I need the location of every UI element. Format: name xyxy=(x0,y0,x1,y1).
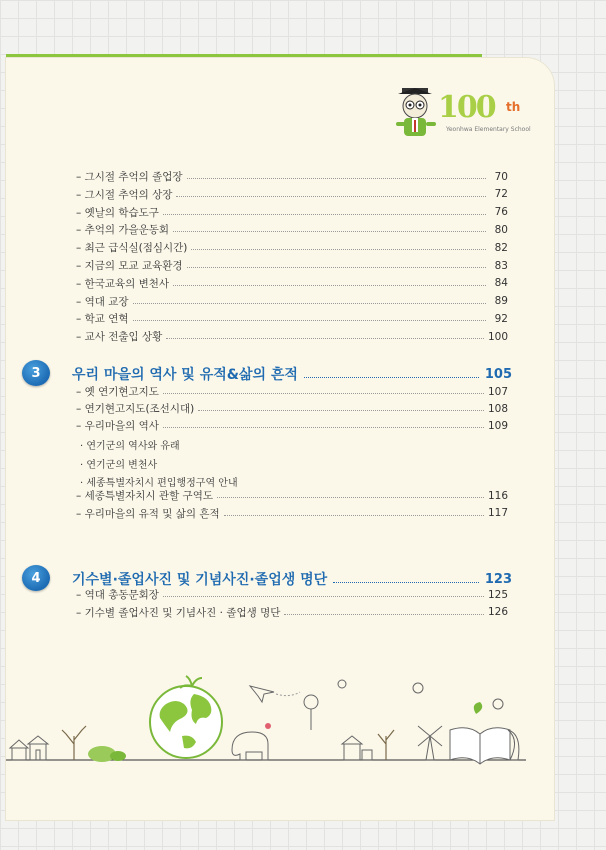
dot-leader xyxy=(187,267,486,268)
toc-entry-title: – 우리마을의 역사 xyxy=(76,420,159,432)
dot-leader xyxy=(133,320,487,321)
toc-entry[interactable] xyxy=(76,417,508,434)
logo-school-name: Yeonhwa Elementary School xyxy=(446,126,531,133)
toc-entry-title: – 한국교육의 변천사 xyxy=(76,277,170,290)
toc-entry-page: 107 xyxy=(487,385,508,398)
toc-entry-page: 109 xyxy=(487,419,508,432)
toc-entry[interactable] xyxy=(76,239,508,256)
toc-entry-page: 100 xyxy=(487,330,508,343)
school-logo xyxy=(394,86,534,148)
toc-entry-page: 92 xyxy=(494,312,508,325)
section-3-page: 105 xyxy=(484,366,512,382)
dot-leader xyxy=(163,596,484,597)
dot-leader xyxy=(133,303,487,304)
dot-leader xyxy=(187,178,486,179)
toc-entry-title: – 옛날의 학습도구 xyxy=(76,206,159,219)
toc-entry-title: – 학교 연혁 xyxy=(76,313,129,326)
toc-entry[interactable] xyxy=(76,604,508,621)
toc-entry-title: – 역대 총동문회장 xyxy=(76,589,159,601)
toc-sub-bullet: · 연기군의 역사와 유래 xyxy=(80,441,180,452)
toc-entry-page: 83 xyxy=(494,259,508,272)
toc-entry-page: 116 xyxy=(487,489,508,502)
toc-entry-page: 125 xyxy=(487,588,508,601)
toc-entry-title: – 지금의 모교 교육환경 xyxy=(76,260,183,272)
toc-entry[interactable] xyxy=(76,204,508,221)
section-3-title: 우리 마을의 역사 및 유적&삶의 흔적 xyxy=(72,367,298,383)
toc-entry-title: – 옛 연기현고지도 xyxy=(76,386,159,398)
toc-entry-title: – 그시절 추억의 졸업장 xyxy=(76,171,183,183)
toc-entry-page: 84 xyxy=(494,277,508,290)
dot-leader xyxy=(163,393,484,394)
dot-leader xyxy=(224,515,484,516)
toc-sub-bullet: · 세종특별자치시 편입행정구역 안내 xyxy=(80,478,238,489)
toc-entry-page: 108 xyxy=(487,402,508,415)
toc-entry[interactable] xyxy=(76,257,508,274)
dot-leader xyxy=(166,338,484,339)
toc-entry-title: – 추억의 가을운동회 xyxy=(76,224,170,237)
section-4-number: 4 xyxy=(22,565,50,591)
toc-entry[interactable] xyxy=(76,383,508,400)
toc-entry[interactable] xyxy=(76,400,508,417)
dot-leader xyxy=(163,427,484,428)
toc-entry-title: – 교사 전출입 상황 xyxy=(76,331,163,344)
dot-leader xyxy=(217,497,484,498)
dot-leader xyxy=(284,614,484,615)
toc-entry[interactable] xyxy=(76,586,508,603)
toc-entry-page: 76 xyxy=(494,206,508,219)
toc-entry[interactable] xyxy=(76,328,508,345)
toc-entry[interactable] xyxy=(76,275,508,292)
logo-suffix: th xyxy=(506,100,521,114)
toc-entry-title: – 기수별 졸업사진 및 기념사진 · 졸업생 명단 xyxy=(76,606,281,619)
toc-entry[interactable] xyxy=(76,186,508,203)
logo-number: 100 xyxy=(438,90,495,125)
toc-entry-page: 89 xyxy=(494,295,508,308)
top-rule xyxy=(6,54,482,57)
toc-entry-title: – 역대 교장 xyxy=(76,295,129,308)
toc-entry[interactable] xyxy=(76,505,508,522)
toc-entry[interactable] xyxy=(76,310,508,327)
dot-leader xyxy=(198,410,484,411)
dot-leader xyxy=(173,231,486,232)
toc-entry-title: – 최근 급식실(점심시간) xyxy=(76,242,188,255)
dot-leader xyxy=(191,249,486,250)
mascot-icon xyxy=(394,86,438,144)
toc-entry-title: – 그시절 추억의 상장 xyxy=(76,188,173,201)
toc-entry[interactable] xyxy=(76,487,508,504)
toc-entry-title: – 우리마을의 유적 및 삶의 흔적 xyxy=(76,507,220,520)
toc-entry-page: 72 xyxy=(494,188,508,201)
toc-entry-page: 117 xyxy=(487,507,508,519)
section-3-number: 3 xyxy=(22,360,50,386)
toc-entry-title: – 연기현고지도(조선시대) xyxy=(76,403,195,415)
toc-entry-page: 126 xyxy=(487,606,508,618)
toc-sub-bullet: · 연기군의 변천사 xyxy=(80,459,158,471)
toc-entry[interactable] xyxy=(76,221,508,238)
section-4-title: 기수별·졸업사진 및 기념사진·졸업생 명단 xyxy=(72,572,328,588)
toc-entry-page: 70 xyxy=(494,170,508,183)
decorative-town-illustration xyxy=(6,674,554,774)
toc-entry-title: – 세종특별자치시 관할 구역도 xyxy=(76,490,213,502)
section-4-page: 123 xyxy=(484,571,512,587)
dot-leader xyxy=(176,196,486,197)
dot-leader xyxy=(163,214,486,215)
toc-entry[interactable] xyxy=(76,168,508,185)
dot-leader xyxy=(173,285,486,286)
toc-entry-page: 82 xyxy=(494,241,508,254)
toc-entry[interactable] xyxy=(76,293,508,310)
toc-entry-page: 80 xyxy=(494,223,508,236)
